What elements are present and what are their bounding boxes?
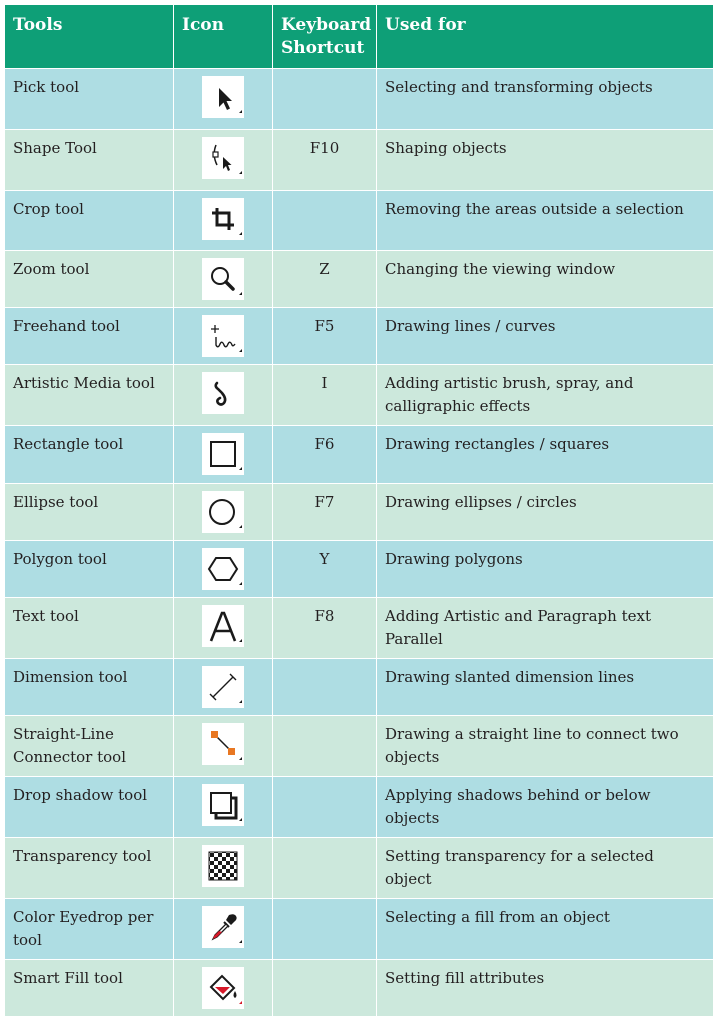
rectangle-icon	[202, 433, 244, 475]
used-for: Drawing a straight line to connect two objects	[377, 716, 714, 777]
table-row	[5, 960, 714, 1017]
tool-name: Transparency tool	[5, 838, 174, 899]
shortcut	[273, 960, 377, 1017]
header-shortcut-line1: Keyboard	[281, 15, 372, 35]
header-shortcut-line2: Shortcut	[281, 38, 365, 58]
table-row	[5, 541, 714, 598]
table-row	[5, 838, 714, 899]
header-tools: Tools	[5, 5, 174, 69]
header-shortcut	[273, 5, 377, 69]
shortcut: Y	[273, 541, 377, 598]
shortcut: F7	[273, 484, 377, 541]
table-row	[5, 365, 714, 426]
connector-icon	[202, 723, 244, 765]
header-icon: Icon	[174, 5, 273, 69]
table-row	[5, 899, 714, 960]
table-row	[5, 484, 714, 541]
used-for: Removing the areas outside a selection	[377, 191, 714, 251]
shortcut: Z	[273, 251, 377, 308]
shortcut	[273, 838, 377, 899]
tool-name-text: Color Eyedrop per tool	[13, 908, 154, 949]
tool-name: Zoom tool	[5, 251, 174, 308]
shortcut: I	[273, 365, 377, 426]
eyedropper-icon	[202, 906, 244, 948]
shortcut	[273, 777, 377, 838]
smart-fill-icon	[202, 967, 244, 1009]
used-for: Selecting and transforming objects	[377, 69, 714, 130]
used-for: Setting fill attributes	[377, 960, 714, 1017]
tool-name: Ellipse tool	[5, 484, 174, 541]
artistic-media-icon	[202, 372, 244, 414]
used-for: Drawing ellipses / circles	[377, 484, 714, 541]
table-row	[5, 69, 714, 130]
shortcut: F6	[273, 426, 377, 484]
crop-icon	[202, 198, 244, 240]
header-row	[5, 5, 714, 69]
used-for: Changing the viewing window	[377, 251, 714, 308]
used-for: Adding artistic brush, spray, and calligraphic effects	[377, 365, 714, 426]
used-for: Drawing polygons	[377, 541, 714, 598]
freehand-icon	[202, 315, 244, 357]
polygon-hexagon-icon	[202, 548, 244, 590]
tool-name: Shape Tool	[5, 130, 174, 191]
drop-shadow-icon	[202, 784, 244, 826]
zoom-magnifier-icon	[202, 258, 244, 300]
tool-name: Drop shadow tool	[5, 777, 174, 838]
tool-name: Straight-Line Connector tool	[5, 716, 174, 777]
shortcut	[273, 659, 377, 716]
table-row	[5, 251, 714, 308]
table-row	[5, 191, 714, 251]
used-for: Shaping objects	[377, 130, 714, 191]
ellipse-icon	[202, 491, 244, 533]
table-row	[5, 426, 714, 484]
tool-name: Smart Fill tool	[5, 960, 174, 1017]
table-row	[5, 598, 714, 659]
tool-name: Crop tool	[5, 191, 174, 251]
used-for: Drawing rectangles / squares	[377, 426, 714, 484]
used-for: Drawing slanted dimension lines	[377, 659, 714, 716]
pick-arrow-icon	[202, 76, 244, 118]
used-for: Adding Artistic and Paragraph text Parallel	[377, 598, 714, 659]
tools-table	[4, 4, 714, 1017]
used-for: Selecting a fill from an object	[377, 899, 714, 960]
table-row	[5, 130, 714, 191]
header-used-for: Used for	[377, 5, 714, 69]
tool-name	[5, 899, 174, 960]
shortcut	[273, 716, 377, 777]
shortcut: F10	[273, 130, 377, 191]
used-for: Drawing lines / curves	[377, 308, 714, 365]
tool-name: Dimension tool	[5, 659, 174, 716]
table-row	[5, 659, 714, 716]
transparency-checker-icon	[202, 845, 244, 887]
table-row	[5, 716, 714, 777]
shape-node-icon	[202, 137, 244, 179]
tool-name: Text tool	[5, 598, 174, 659]
tool-name: Pick tool	[5, 69, 174, 130]
used-for: Applying shadows behind or below objects	[377, 777, 714, 838]
dimension-line-icon	[202, 666, 244, 708]
tool-name: Rectangle tool	[5, 426, 174, 484]
table-row	[5, 308, 714, 365]
tool-name: Artistic Media tool	[5, 365, 174, 426]
shortcut: F8	[273, 598, 377, 659]
used-for: Setting transparency for a selected object	[377, 838, 714, 899]
text-a-icon	[202, 605, 244, 647]
shortcut: F5	[273, 308, 377, 365]
table-row	[5, 777, 714, 838]
tool-name: Polygon tool	[5, 541, 174, 598]
tool-name: Freehand tool	[5, 308, 174, 365]
shortcut	[273, 69, 377, 130]
shortcut	[273, 191, 377, 251]
shortcut	[273, 899, 377, 960]
